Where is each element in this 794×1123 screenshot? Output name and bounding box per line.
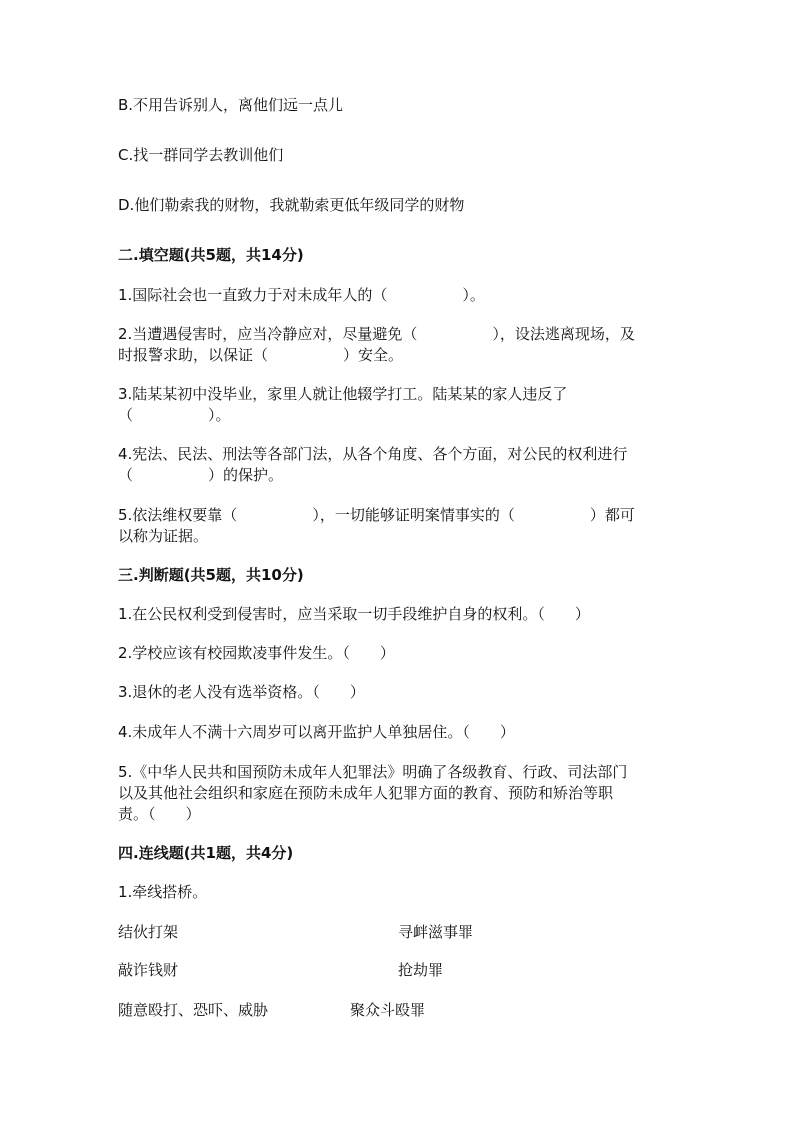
judgement-q5-line2: 以及其他社会组织和家庭在预防未成年人犯罪方面的教育、预防和矫治等职 <box>118 784 614 802</box>
matching-q1: 1.牵线搭桥。 <box>118 883 208 901</box>
judgement-q5-line1: 5.《中华人民共和国预防未成年人犯罪法》明确了各级教育、行政、司法部门 <box>118 763 628 781</box>
fill-in-q4-line1: 4.宪法、民法、刑法等各部门法，从各个角度、各个方面，对公民的权利进行 <box>118 445 628 463</box>
matching-right-item: 聚众斗殴罪 <box>350 1001 426 1019</box>
judgement-q1: 1.在公民权利受到侵害时，应当采取一切手段维护自身的权利。（ ） <box>118 605 590 623</box>
fill-in-q2-line1: 2.当遭遇侵害时，应当冷静应对，尽量避免（ ），设法逃离现场，及 <box>118 325 635 343</box>
fill-in-q2-line2: 时报警求助，以保证（ ）安全。 <box>118 346 404 364</box>
matching-left-item: 敲诈钱财 <box>118 961 179 979</box>
judgement-q3: 3.退休的老人没有选举资格。（ ） <box>118 683 365 701</box>
fill-in-heading: 二.填空题(共5题，共14分) <box>118 246 304 264</box>
option-d: D.他们勒索我的财物，我就勒索更低年级同学的财物 <box>118 196 465 214</box>
judgement-q5-line3: 责。（ ） <box>118 805 201 823</box>
fill-in-q4-line2: （ ）的保护。 <box>118 466 284 484</box>
judgement-q2: 2.学校应该有校园欺凌事件发生。（ ） <box>118 644 395 662</box>
judgement-q4: 4.未成年人不满十六周岁可以离开监护人单独居住。（ ） <box>118 723 515 741</box>
matching-heading: 四.连线题(共1题，共4分) <box>118 844 294 862</box>
matching-right-item: 寻衅滋事罪 <box>398 923 474 941</box>
judgement-heading: 三.判断题(共5题，共10分) <box>118 566 304 584</box>
fill-in-q5-line2: 以称为证据。 <box>118 527 209 545</box>
matching-left-item: 随意殴打、恐吓、威胁 <box>118 1001 269 1019</box>
fill-in-q1: 1.国际社会也一直致力于对未成年人的（ ）。 <box>118 286 485 304</box>
fill-in-q5-line1: 5.依法维权要靠（ ），一切能够证明案情事实的（ ）都可 <box>118 506 635 524</box>
option-c: C.找一群同学去教训他们 <box>118 146 284 164</box>
matching-left-item: 结伙打架 <box>118 923 179 941</box>
fill-in-q3-line1: 3.陆某某初中没毕业，家里人就让他辍学打工。陆某某的家人违反了 <box>118 385 568 403</box>
matching-right-item: 抢劫罪 <box>398 961 444 979</box>
fill-in-q3-line2: （ ）。 <box>118 406 231 424</box>
option-b: B.不用告诉别人，离他们远一点儿 <box>118 96 344 114</box>
